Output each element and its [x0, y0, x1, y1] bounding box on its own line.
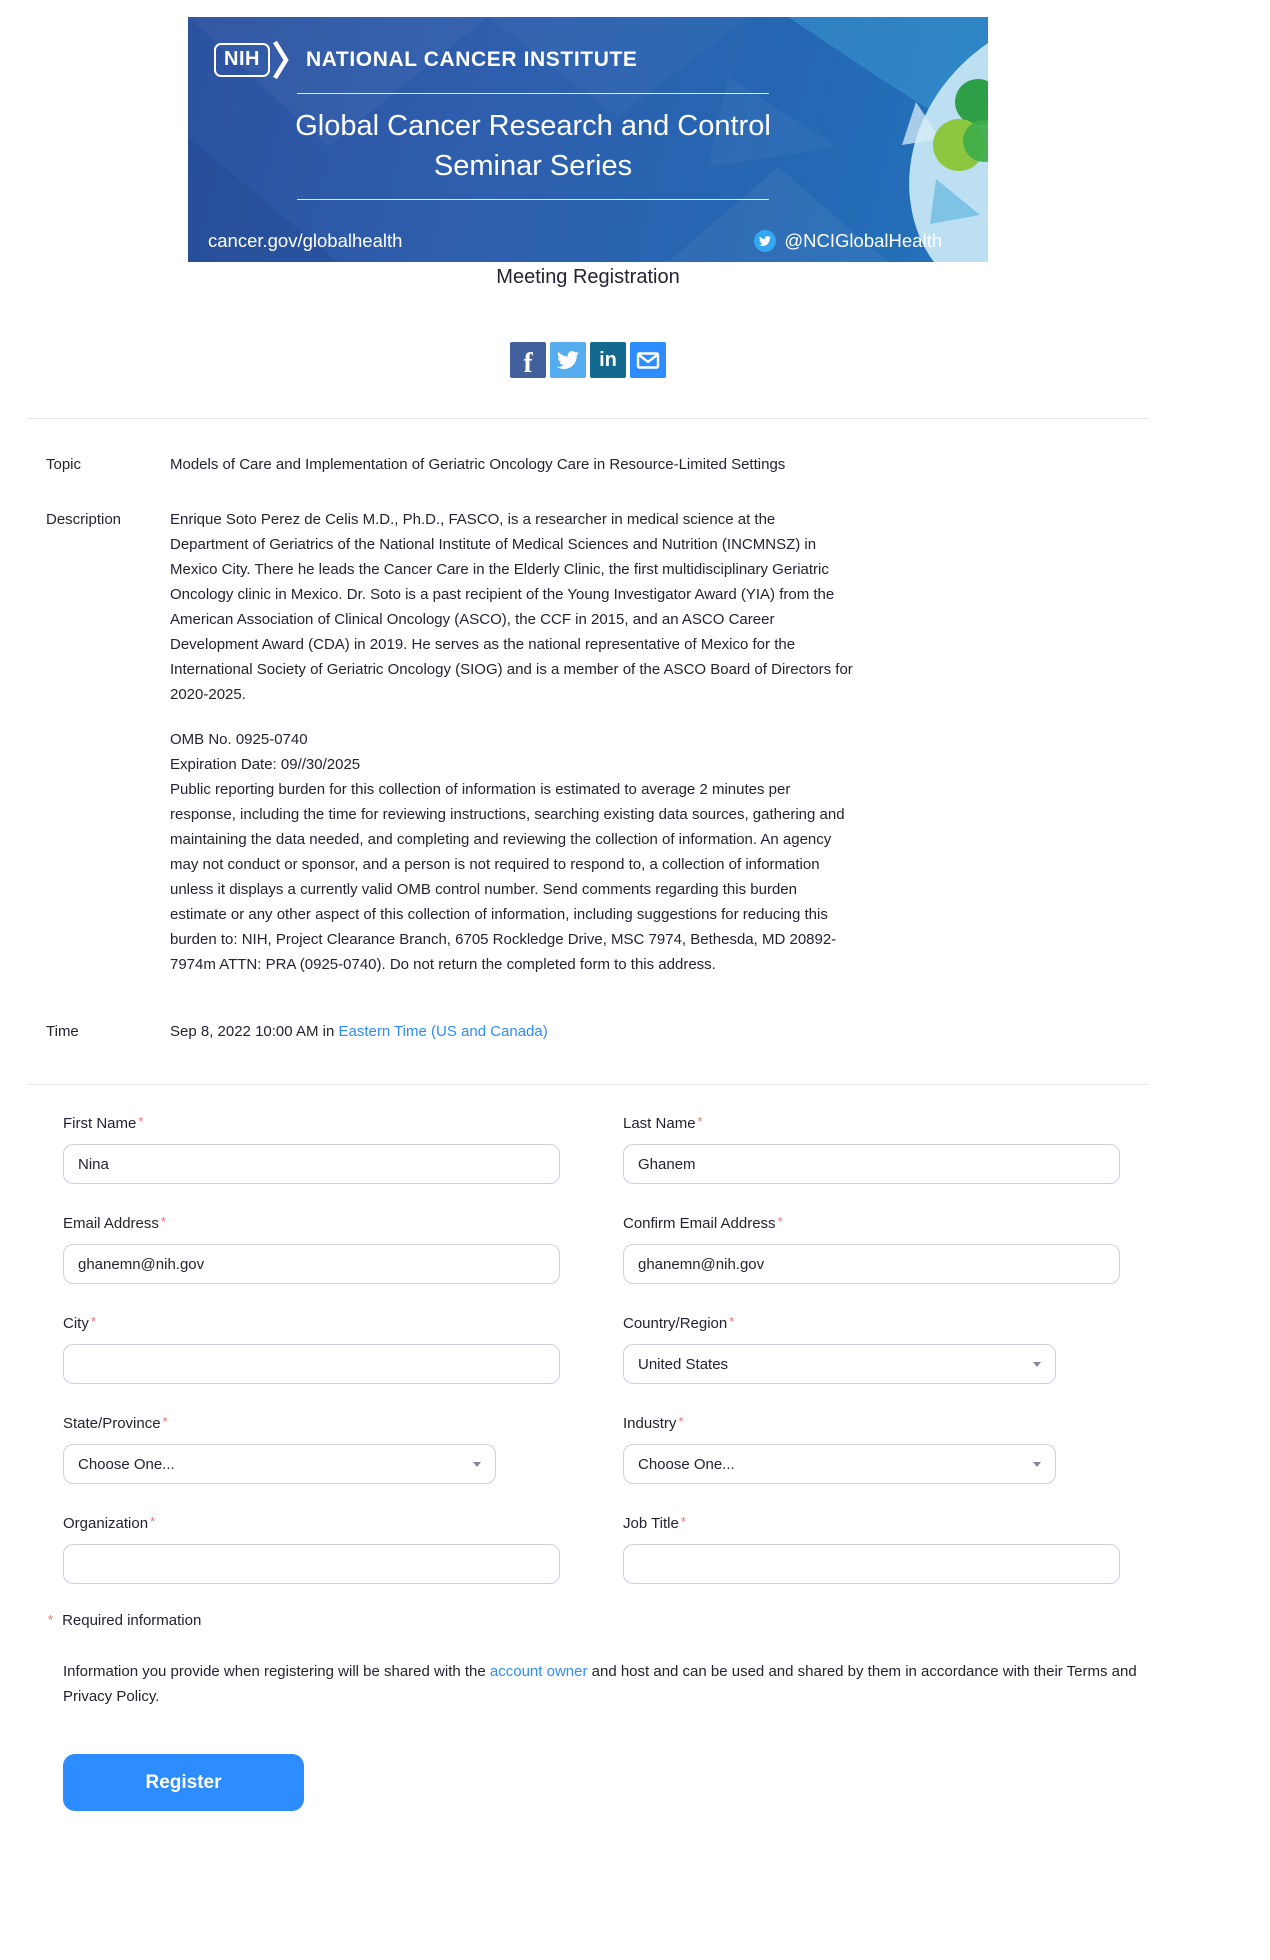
description-row	[46, 507, 1148, 977]
country-select-value: United States	[638, 1355, 729, 1373]
description-paragraph: Enrique Soto Perez de Celis M.D., Ph.D., FASCO, is a researcher in medical science at the Department of Geriatrics of the National Institute of Medical Sciences and Nutrition (INCMNSZ) in Mexico City. There he leads the Cancer Care in the Elderly Clinic, the first multidisciplinary Geriatric Oncology clinic in Mexico. Dr. Soto is a past recipient of the Young Investigator Award (YIA) from the American Association of Clinical Oncology (ASCO), the CCF in 2015, and an ASCO Career Development Award (CDA) in 2019. He serves as the national representative of Mexico for the International Society of Geriatric Oncology (SIOG) and is a member of the ASCO Board of Directors for 2020-2025.	[170, 511, 853, 703]
banner-separator-bottom	[297, 199, 769, 200]
city-label: City	[63, 1315, 89, 1332]
required-asterisk: *	[777, 1214, 783, 1229]
required-asterisk: *	[138, 1114, 144, 1129]
email-field-group	[63, 1215, 560, 1284]
job-title-label: Job Title	[623, 1515, 679, 1532]
linkedin-in-glyph: in	[599, 348, 617, 371]
timezone-link[interactable]: Eastern Time (US and Canada)	[338, 1023, 548, 1040]
required-asterisk: *	[697, 1114, 703, 1129]
dropdown-arrow-icon	[473, 1462, 481, 1467]
banner-website: cancer.gov/globalhealth	[208, 230, 403, 251]
twitter-share-icon[interactable]	[550, 342, 586, 378]
job-title-input[interactable]	[623, 1544, 1120, 1584]
description-label: Description	[46, 511, 122, 528]
banner-separator-top	[297, 93, 769, 94]
form-grid	[63, 1115, 1148, 1584]
account-owner-link[interactable]: account owner	[489, 1663, 588, 1680]
industry-field-group	[623, 1415, 1120, 1484]
facebook-f-glyph: f	[523, 347, 533, 379]
page-title: Meeting Registration	[496, 266, 680, 288]
required-asterisk: *	[48, 1612, 54, 1627]
state-select[interactable]	[63, 1444, 496, 1484]
dropdown-arrow-icon	[1033, 1362, 1041, 1367]
banner-twitter	[754, 230, 942, 252]
city-field-group	[63, 1315, 560, 1384]
country-label: Country/Region	[623, 1315, 728, 1332]
first-name-input[interactable]	[63, 1144, 560, 1184]
required-asterisk: *	[678, 1414, 684, 1429]
organization-field-group	[63, 1515, 560, 1584]
required-asterisk: *	[729, 1314, 735, 1329]
state-label: State/Province	[63, 1415, 161, 1432]
topic-row	[46, 452, 1148, 477]
time-text: Sep 8, 2022 10:00 AM in	[170, 1023, 339, 1040]
required-asterisk: *	[162, 1414, 168, 1429]
required-information-note	[46, 1612, 1148, 1629]
description-value	[170, 507, 855, 977]
banner-twitter-handle: @NCIGlobalHealth	[784, 230, 942, 251]
industry-select-value: Choose One...	[638, 1455, 735, 1473]
facebook-share-icon[interactable]	[510, 342, 546, 378]
time-label: Time	[46, 1023, 79, 1040]
last-name-label: Last Name	[623, 1115, 696, 1132]
share-text-after: and host and can be used and shared by them in accordance with their Terms and Privacy Policy.	[63, 1663, 1137, 1705]
data-sharing-notice	[63, 1659, 1145, 1709]
banner-title-block	[188, 93, 878, 200]
required-asterisk: *	[160, 1214, 166, 1229]
banner-title-line1: Global Cancer Research and Control	[295, 110, 771, 142]
country-select[interactable]	[623, 1344, 1056, 1384]
country-field-group	[623, 1315, 1120, 1384]
job-title-field-group	[623, 1515, 1120, 1584]
state-select-value: Choose One...	[78, 1455, 175, 1473]
required-asterisk: *	[680, 1514, 686, 1529]
register-button[interactable]: Register	[63, 1754, 304, 1811]
nci-banner	[188, 17, 988, 262]
confirm-email-input[interactable]	[623, 1244, 1120, 1284]
organization-input[interactable]	[63, 1544, 560, 1584]
email-input[interactable]	[63, 1244, 560, 1284]
nih-chevron-icon	[272, 39, 290, 81]
state-field-group	[63, 1415, 560, 1484]
industry-label: Industry	[623, 1415, 677, 1432]
dropdown-arrow-icon	[1033, 1462, 1041, 1467]
page-content	[28, 17, 1148, 1811]
org-name: NATIONAL CANCER INSTITUTE	[305, 48, 638, 71]
twitter-circle-icon	[754, 230, 776, 252]
omb-number: OMB No. 0925-0740	[170, 731, 308, 748]
linkedin-share-icon[interactable]	[590, 342, 626, 378]
city-input[interactable]	[63, 1344, 560, 1384]
first-name-label: First Name	[63, 1115, 137, 1132]
topic-label: Topic	[46, 456, 82, 473]
email-share-icon[interactable]	[630, 342, 666, 378]
omb-burden-statement: Public reporting burden for this collection of information is estimated to average 2 minutes per response, including the time for reviewing instructions, searching existing data sources, gathering and maintaining the data needed, and completing and reviewing the collection of information. An agency may not conduct or sponsor, and a person is not required to respond to, a collection of information unless it displays a currently valid OMB control number. Send comments regarding this burden estimate or any other aspect of this collection of information, including suggestions for reducing this burden to: NIH, Project Clearance Branch, 6705 Rockledge Drive, MSC 7974, Bethesda, MD 20892-7974m ATTN: PRA (0925-0740). Do not return the completed form to this address.	[170, 781, 845, 973]
twitter-bird-glyph	[557, 349, 579, 371]
meeting-details	[28, 419, 1148, 1044]
omb-block	[170, 727, 855, 977]
last-name-input[interactable]	[623, 1144, 1120, 1184]
time-row	[46, 1019, 1148, 1044]
omb-expiration: Expiration Date: 09//30/2025	[170, 756, 361, 773]
required-note-text: Required information	[62, 1612, 202, 1629]
registration-form	[28, 1085, 1148, 1584]
topic-value: Models of Care and Implementation of Geriatric Oncology Care in Resource-Limited Settings	[170, 456, 786, 473]
first-name-field-group	[63, 1115, 560, 1184]
last-name-field-group	[623, 1115, 1120, 1184]
confirm-email-label: Confirm Email Address	[623, 1215, 776, 1232]
email-label: Email Address	[63, 1215, 159, 1232]
confirm-email-field-group	[623, 1215, 1120, 1284]
nih-logo-box: NIH	[214, 43, 270, 77]
time-value	[170, 1019, 855, 1044]
nih-logo	[214, 39, 638, 81]
organization-label: Organization	[63, 1515, 149, 1532]
required-asterisk: *	[90, 1314, 96, 1329]
envelope-glyph	[636, 351, 660, 370]
industry-select[interactable]	[623, 1444, 1056, 1484]
banner-footer	[208, 230, 942, 252]
social-share-row	[28, 342, 1148, 378]
banner-title-line2: Seminar Series	[433, 150, 633, 182]
required-asterisk: *	[150, 1514, 156, 1529]
share-text-before: Information you provide when registering will be shared with the	[63, 1663, 490, 1680]
